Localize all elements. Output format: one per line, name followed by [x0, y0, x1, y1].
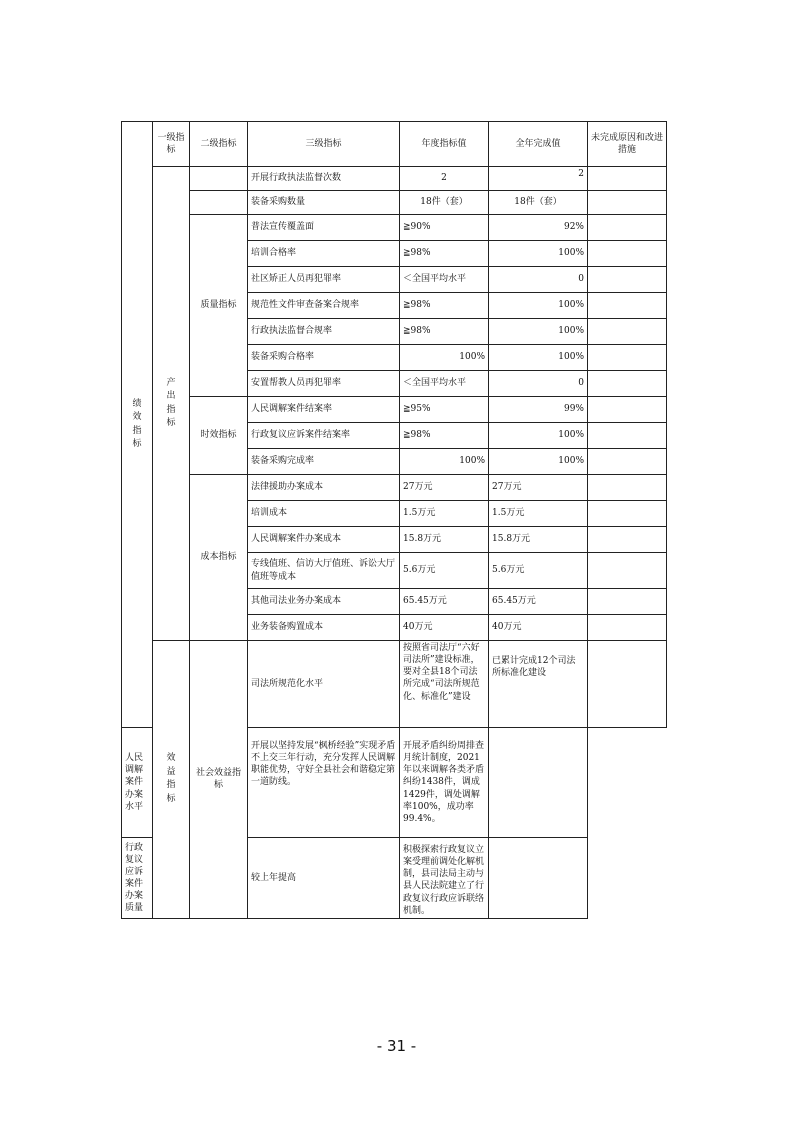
page-number: - 31 - — [376, 1037, 417, 1055]
reason-cell — [588, 371, 667, 397]
actual-value: 100% — [489, 241, 588, 267]
actual-value: 开展矛盾纠纷周排查月统计制度，2021年以来调解各类矛盾纠纷1438件，调成1429件，调处调解率100%，成功率99.4%。 — [400, 728, 489, 838]
target-value: ≧98% — [400, 241, 489, 267]
target-value: 15.8万元 — [400, 527, 489, 553]
target-value: 5.6万元 — [400, 553, 489, 589]
actual-value: 15.8万元 — [489, 527, 588, 553]
indicator-name: 人民调解案件办案成本 — [248, 527, 400, 553]
table-row — [122, 191, 667, 215]
cost-label: 成本指标 — [190, 475, 248, 641]
table-row — [122, 397, 667, 423]
header-level3: 三级指标 — [248, 122, 400, 167]
actual-value: 5.6万元 — [489, 553, 588, 589]
reason-cell — [588, 423, 667, 449]
actual-value: 100% — [489, 423, 588, 449]
indicator-name: 法律援助办案成本 — [248, 475, 400, 501]
header-row — [122, 122, 667, 167]
indicator-name: 专线值班、信访大厅值班、诉讼大厅值班等成本 — [248, 553, 400, 589]
actual-value: 40万元 — [489, 615, 588, 641]
indicator-name: 开展行政执法监督次数 — [248, 167, 400, 191]
header-reason: 未完成原因和改进措施 — [588, 122, 667, 167]
indicator-name: 其他司法业务办案成本 — [248, 589, 400, 615]
reason-cell — [588, 615, 667, 641]
indicator-name: 装备采购合格率 — [248, 345, 400, 371]
table-row — [122, 475, 667, 501]
reason-cell — [588, 215, 667, 241]
actual-value: 0 — [489, 267, 588, 293]
reason-cell — [588, 475, 667, 501]
target-value: 18件（套） — [400, 191, 489, 215]
table-row — [122, 167, 667, 191]
benefit-indicator-cell: 效益指标 — [153, 641, 190, 919]
indicator-name: 装备采购数量 — [248, 191, 400, 215]
actual-value: 27万元 — [489, 475, 588, 501]
performance-indicator-table — [121, 121, 667, 919]
category-cell: 绩效指标 — [122, 122, 153, 728]
target-value: ≧98% — [400, 293, 489, 319]
actual-value: 100% — [489, 319, 588, 345]
indicator-name: 普法宣传覆盖面 — [248, 215, 400, 241]
target-value: 按照省司法厅“六好司法所”建设标准，要对全县18个司法所完成“司法所规范化、标准化”建设 — [400, 641, 489, 728]
actual-value: 已累计完成12个司法所标准化建设 — [489, 641, 588, 728]
reason-cell — [588, 267, 667, 293]
quantity-blank-cell — [190, 167, 248, 191]
indicator-name: 行政执法监督合规率 — [248, 319, 400, 345]
target-value: 40万元 — [400, 615, 489, 641]
indicator-name: 安置帮教人员再犯罪率 — [248, 371, 400, 397]
actual-value: 100% — [489, 345, 588, 371]
target-value: ＜全国平均水平 — [400, 371, 489, 397]
output-indicator-cell: 产出指标 — [153, 167, 190, 641]
indicator-name: 装备采购完成率 — [248, 449, 400, 475]
quality-label: 质量指标 — [190, 215, 248, 397]
header-level2: 二级指标 — [190, 122, 248, 167]
target-value: 100% — [400, 345, 489, 371]
indicator-name: 司法所规范化水平 — [248, 641, 400, 728]
table-row — [122, 215, 667, 241]
table-row — [122, 641, 667, 728]
target-value: ＜全国平均水平 — [400, 267, 489, 293]
indicator-name: 行政复议应诉案件结案率 — [248, 423, 400, 449]
target-value: 2 — [400, 167, 489, 191]
actual-value: 2 — [489, 167, 588, 191]
social-benefit-label: 社会效益指标 — [190, 641, 248, 919]
actual-value: 65.45万元 — [489, 589, 588, 615]
indicator-name: 社区矫正人员再犯罪率 — [248, 267, 400, 293]
reason-cell — [588, 241, 667, 267]
actual-value: 99% — [489, 397, 588, 423]
actual-value: 100% — [489, 449, 588, 475]
target-value: 较上年提高 — [248, 838, 400, 919]
reason-cell — [588, 167, 667, 191]
actual-value: 积极探索行政复议立案受理前调处化解机制，县司法局主动与县人民法院建立了行政复议行政应诉联络机制。 — [400, 838, 489, 919]
target-value: 1.5万元 — [400, 501, 489, 527]
reason-cell — [588, 345, 667, 371]
reason-cell — [588, 527, 667, 553]
target-value: 65.45万元 — [400, 589, 489, 615]
reason-cell — [489, 838, 588, 919]
target-value: ≧98% — [400, 319, 489, 345]
reason-cell — [588, 553, 667, 589]
target-value: 27万元 — [400, 475, 489, 501]
actual-value: 100% — [489, 293, 588, 319]
reason-cell — [588, 397, 667, 423]
indicator-name: 规范性文件审查备案合规率 — [248, 293, 400, 319]
actual-value: 92% — [489, 215, 588, 241]
actual-value: 18件（套） — [489, 191, 588, 215]
indicator-name: 人民调解案件结案率 — [248, 397, 400, 423]
header-annual-target: 年度指标值 — [400, 122, 489, 167]
indicator-name: 培训合格率 — [248, 241, 400, 267]
actual-value: 0 — [489, 371, 588, 397]
target-value: ≧95% — [400, 397, 489, 423]
reason-cell — [588, 589, 667, 615]
reason-cell — [588, 319, 667, 345]
reason-cell — [489, 728, 588, 838]
reason-cell — [588, 293, 667, 319]
reason-cell — [588, 449, 667, 475]
indicator-name: 行政复议应诉案件办案质量 — [122, 838, 153, 919]
reason-cell — [588, 501, 667, 527]
actual-value: 1.5万元 — [489, 501, 588, 527]
indicator-name: 人民调解案件办案水平 — [122, 728, 153, 838]
target-value: 100% — [400, 449, 489, 475]
header-level1: 一级指标 — [153, 122, 190, 167]
indicator-name: 业务装备购置成本 — [248, 615, 400, 641]
reason-cell — [588, 191, 667, 215]
target-value: 开展以坚持发展“枫桥经验”实现矛盾不上交三年行动，充分发挥人民调解职能优势，守好全县社会和谐稳定第一道防线。 — [248, 728, 400, 838]
indicator-name: 培训成本 — [248, 501, 400, 527]
timeliness-label: 时效指标 — [190, 397, 248, 475]
reason-cell — [588, 641, 667, 728]
header-actual: 全年完成值 — [489, 122, 588, 167]
target-value: ≧98% — [400, 423, 489, 449]
quantity-blank-cell — [190, 191, 248, 215]
target-value: ≧90% — [400, 215, 489, 241]
